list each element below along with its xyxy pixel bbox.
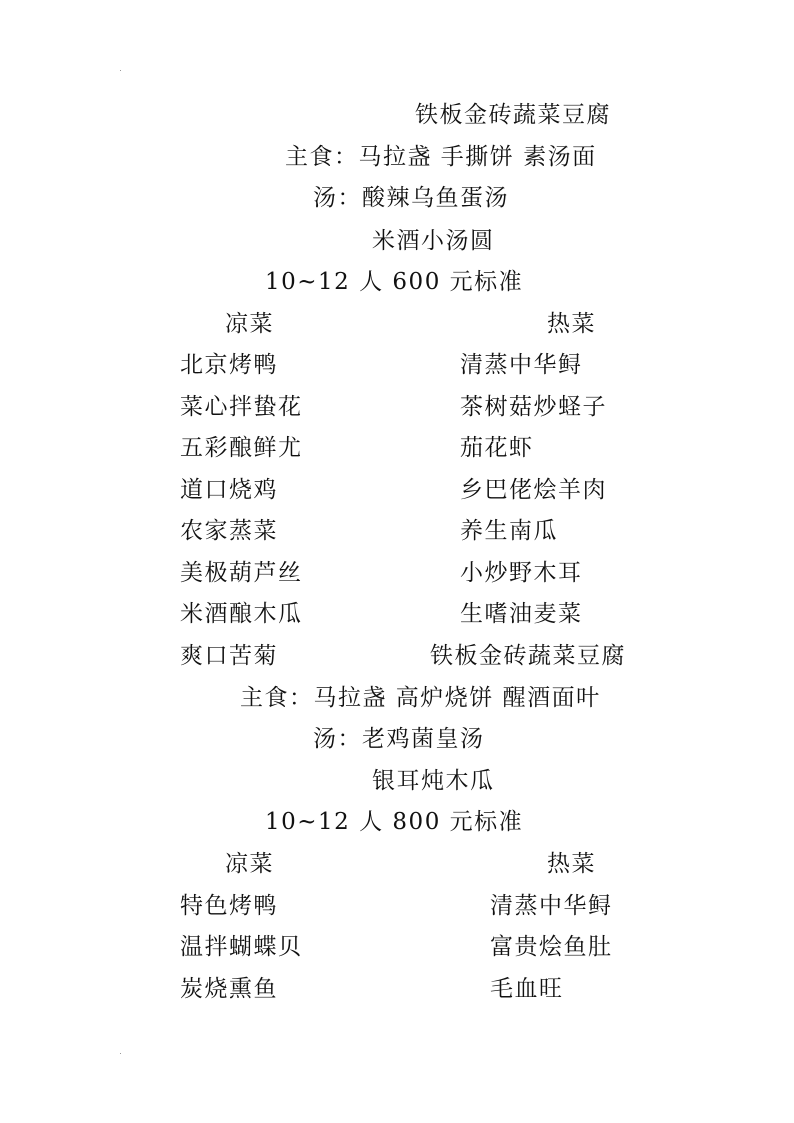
set1-hot-item: 茶树菇炒蛏子 bbox=[460, 394, 607, 420]
set2-hot-item: 清蒸中华鲟 bbox=[490, 893, 613, 919]
set2-cold-item: 特色烤鸭 bbox=[180, 893, 278, 919]
set2-hot-header: 热菜 bbox=[547, 851, 596, 877]
set1-cold-item: 五彩酿鲜尤 bbox=[180, 435, 303, 461]
set1-cold-item: 米酒酿木瓜 bbox=[180, 601, 303, 627]
set2-soup: 汤：老鸡菌皇汤 bbox=[313, 726, 485, 752]
set1-dessert: 米酒小汤圆 bbox=[372, 228, 495, 254]
set1-cold-item: 道口烧鸡 bbox=[180, 477, 278, 503]
set2-hot-item: 毛血旺 bbox=[490, 976, 564, 1002]
set1-hot-item: 茄花虾 bbox=[460, 435, 534, 461]
set2-cold-header: 凉菜 bbox=[225, 851, 274, 877]
set1-hot-item: 生嗜油麦菜 bbox=[460, 601, 583, 627]
set1-cold-item: 菜心拌蛰花 bbox=[180, 394, 303, 420]
corner-mark-bottom bbox=[120, 1053, 121, 1054]
set2-cold-item: 温拌蝴蝶贝 bbox=[180, 934, 303, 960]
set2-price: 10~12 人 800 元标准 bbox=[265, 809, 524, 835]
set1-price: 10~12 人 600 元标准 bbox=[265, 269, 524, 295]
set2-dessert: 银耳炖木瓜 bbox=[372, 768, 495, 794]
set1-cold-header: 凉菜 bbox=[225, 311, 274, 337]
set1-cold-item: 农家蒸菜 bbox=[180, 518, 278, 544]
set1-staple: 主食：马拉盏 手撕饼 素汤面 bbox=[285, 144, 597, 170]
set1-hot-item: 铁板金砖蔬菜豆腐 bbox=[430, 643, 626, 669]
set2-cold-item: 炭烧熏鱼 bbox=[180, 976, 278, 1002]
set1-cold-item: 北京烤鸭 bbox=[180, 352, 278, 378]
set1-hot-item: 养生南瓜 bbox=[460, 518, 558, 544]
set1-hot-header: 热菜 bbox=[547, 311, 596, 337]
corner-mark-top bbox=[120, 70, 121, 71]
set1-hot-item: 清蒸中华鲟 bbox=[460, 352, 583, 378]
set1-hot-item: 小炒野木耳 bbox=[460, 560, 583, 586]
set1-cold-item: 美极葫芦丝 bbox=[180, 560, 303, 586]
set1-soup: 汤：酸辣乌鱼蛋汤 bbox=[313, 185, 509, 211]
set2-staple: 主食：马拉盏 高炉烧饼 醒酒面叶 bbox=[240, 685, 601, 711]
set1-cold-item: 爽口苦菊 bbox=[180, 643, 278, 669]
set1-dish-top: 铁板金砖蔬菜豆腐 bbox=[415, 102, 611, 128]
set1-hot-item: 乡巴佬烩羊肉 bbox=[460, 477, 607, 503]
set2-hot-item: 富贵烩鱼肚 bbox=[490, 934, 613, 960]
